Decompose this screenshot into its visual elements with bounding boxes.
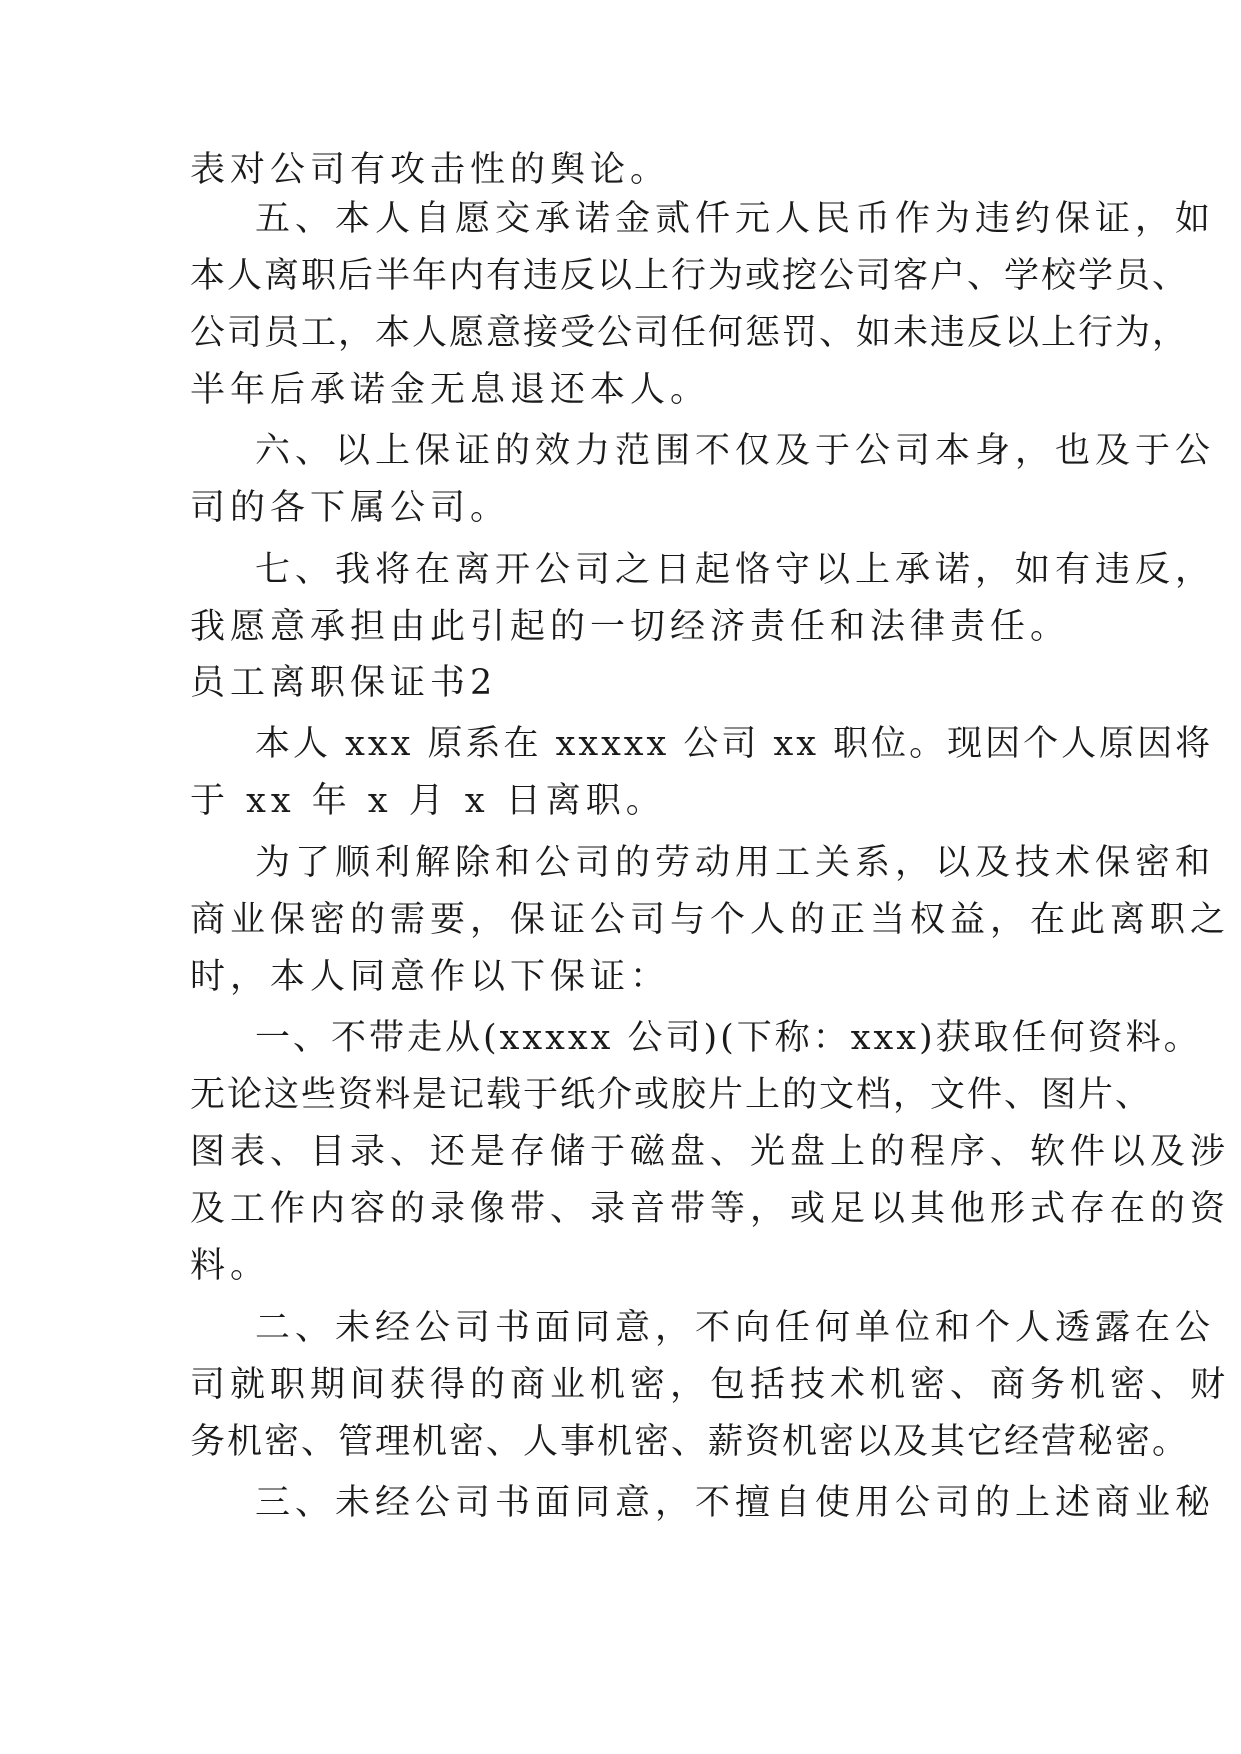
text-line: 商业保密的需要，保证公司与个人的正当权益，在此离职之 (190, 900, 1231, 940)
text-line: 料。 (190, 1246, 271, 1286)
text-line: 本人离职后半年内有违反以上行为或挖公司客户、学校学员、 (190, 256, 1190, 296)
text-line: 二、未经公司书面同意，不向任何单位和个人透露在公 (255, 1308, 1216, 1348)
text-line: 无论这些资料是记载于纸介或胶片上的文档，文件、图片、 (190, 1075, 1153, 1115)
text-line: 我愿意承担由此引起的一切经济责任和法律责任。 (190, 607, 1071, 647)
text-line: 七、我将在离开公司之日起恪守以上承诺，如有违反， (255, 550, 1216, 590)
text-line: 半年后承诺金无息退还本人。 (190, 370, 711, 410)
text-line: 为了顺利解除和公司的劳动用工关系，以及技术保密和 (255, 843, 1216, 883)
text-line: 务机密、管理机密、人事机密、薪资机密以及其它经营秘密。 (190, 1422, 1190, 1462)
text-line: 于 xx 年 x 月 x 日离职。 (190, 781, 666, 821)
section-heading: 员工离职保证书2 (190, 663, 498, 703)
text-line: 本人 xxx 原系在 xxxxx 公司 xx 职位。现因个人原因将 (255, 724, 1214, 764)
text-line: 六、以上保证的效力范围不仅及于公司本身，也及于公 (255, 431, 1216, 471)
text-line: 时，本人同意作以下保证： (190, 957, 671, 997)
text-line: 司的各下属公司。 (190, 488, 511, 528)
text-line: 三、未经公司书面同意，不擅自使用公司的上述商业秘 (255, 1483, 1216, 1523)
text-line: 公司员工，本人愿意接受公司任何惩罚、如未违反以上行为， (190, 313, 1190, 353)
text-line: 司就职期间获得的商业机密，包括技术机密、商务机密、财 (190, 1365, 1231, 1405)
text-line: 及工作内容的录像带、录音带等，或足以其他形式存在的资 (190, 1189, 1231, 1229)
text-line: 表对公司有攻击性的舆论。 (190, 150, 671, 190)
text-line: 五、本人自愿交承诺金贰仟元人民币作为违约保证，如 (255, 199, 1216, 239)
text-line: 一、不带走从(xxxxx 公司)(下称：xxx)获取任何资料。 (255, 1018, 1202, 1058)
text-line: 图表、目录、还是存储于磁盘、光盘上的程序、软件以及涉 (190, 1132, 1231, 1172)
